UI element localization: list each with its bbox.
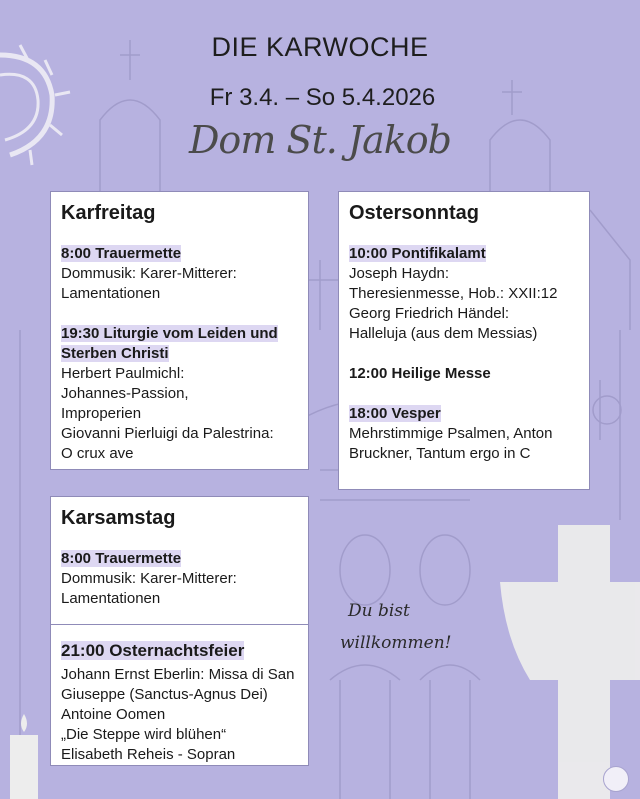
event-vesper bbox=[349, 404, 579, 464]
karfreitag-card bbox=[50, 191, 309, 470]
event-line: Dommusik: Karer-Mitterer: bbox=[61, 265, 237, 282]
event-head: 12:00 Heilige Messe bbox=[349, 365, 491, 382]
event-line: Giuseppe (Sanctus-Agnus Dei) bbox=[61, 686, 268, 703]
event-line: Lamentationen bbox=[61, 285, 161, 302]
event-line: Joseph Haydn: bbox=[349, 265, 450, 282]
event-liturgie bbox=[61, 324, 298, 464]
event-heilige-messe bbox=[349, 364, 579, 384]
welcome-message bbox=[340, 595, 490, 659]
event-line: „Die Steppe wird blühen“ bbox=[61, 726, 227, 743]
event-line: Bruckner, Tantum ergo in C bbox=[349, 445, 531, 462]
page-title: DIE KARWOCHE bbox=[211, 32, 429, 62]
event-line: Antoine Oomen bbox=[61, 706, 166, 723]
karsamstag-title: Karsamstag bbox=[61, 507, 176, 529]
event-line: Johannes-Passion, bbox=[61, 385, 189, 402]
event-line: Giovanni Pierluigi da Palestrina: bbox=[61, 425, 274, 442]
event-osternachtsfeier bbox=[61, 641, 298, 765]
karsamstag-card bbox=[50, 496, 309, 625]
event-trauermette-sat bbox=[61, 549, 298, 609]
event-head: 8:00 Trauermette bbox=[61, 245, 182, 262]
event-line: Mehrstimmige Psalmen, Anton bbox=[349, 425, 553, 442]
event-line: Georg Friedrich Händel: bbox=[349, 305, 510, 322]
event-head: 19:30 Liturgie vom Leiden und Sterben Christi bbox=[61, 325, 278, 362]
event-line: Theresienmesse, Hob.: XXII:12 bbox=[349, 285, 558, 302]
event-line: Dommusik: Karer-Mitterer: bbox=[61, 570, 237, 587]
event-pontifikalamt bbox=[349, 244, 579, 344]
date-range: Fr 3.4. – So 5.4.2026 bbox=[209, 84, 436, 111]
welcome-line-2: willkommen! bbox=[340, 633, 452, 653]
event-trauermette-fri bbox=[61, 244, 298, 304]
event-line: O crux ave bbox=[61, 445, 134, 462]
event-line: Herbert Paulmichl: bbox=[61, 365, 185, 382]
event-line: Elisabeth Reheis - Sopran bbox=[61, 746, 236, 763]
event-head: 10:00 Pontifikalamt bbox=[349, 245, 486, 262]
event-line: Johann Ernst Eberlin: Missa di San bbox=[61, 666, 295, 683]
event-line: Lamentationen bbox=[61, 590, 161, 607]
cross-icon bbox=[500, 525, 640, 799]
welcome-line-1: Du bist bbox=[348, 601, 410, 621]
venue-name: Dom St. Jakob bbox=[188, 118, 452, 162]
candle-icon bbox=[10, 714, 38, 799]
logo-badge-icon bbox=[603, 766, 629, 792]
event-line: Halleluja (aus dem Messias) bbox=[349, 325, 538, 342]
event-head: 8:00 Trauermette bbox=[61, 550, 182, 567]
event-head: 21:00 Osternachtsfeier bbox=[61, 641, 245, 660]
osternacht-card bbox=[50, 624, 309, 766]
event-line: Improperien bbox=[61, 405, 142, 422]
karfreitag-title: Karfreitag bbox=[61, 202, 156, 224]
event-head: 18:00 Vesper bbox=[349, 405, 441, 422]
ostersonntag-card bbox=[338, 191, 590, 490]
ostersonntag-title: Ostersonntag bbox=[349, 202, 480, 224]
